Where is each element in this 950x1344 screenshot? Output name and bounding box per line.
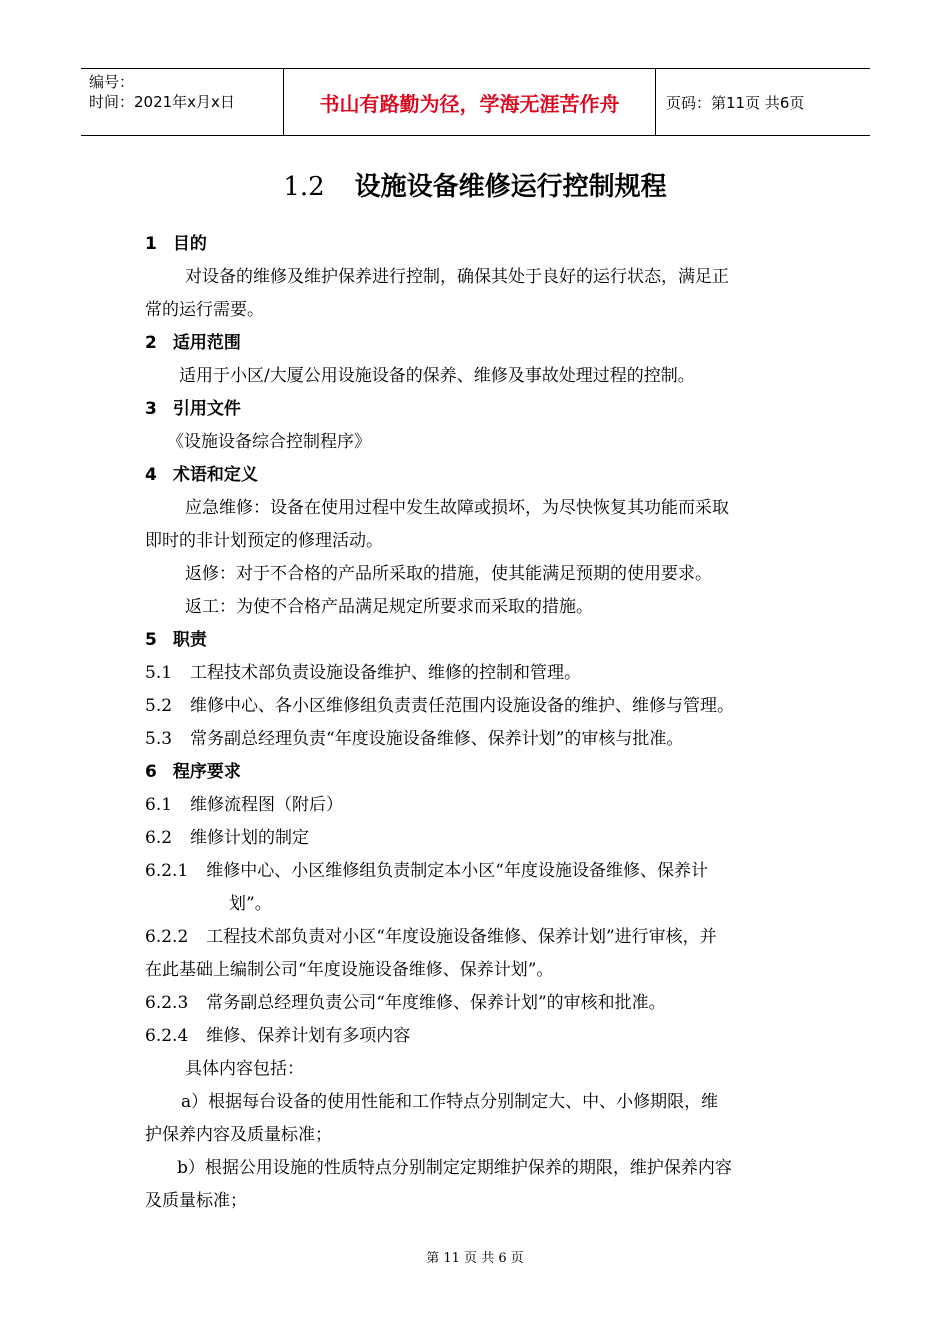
paragraph: 常的运行需要。 bbox=[145, 300, 264, 320]
list-item: 6.2 维修计划的制定 bbox=[145, 828, 310, 848]
serial-label: 编号： bbox=[89, 73, 135, 91]
header-motto: 书山有路勤为径，学海无涯苦作舟 bbox=[283, 69, 656, 135]
paragraph: 在此基础上编制公司“年度设施设备维修、保养计划”。 bbox=[145, 960, 554, 980]
list-item: 5.2 维修中心、各小区维修组负责责任范围内设施设备的维护、维修与管理。 bbox=[145, 696, 735, 716]
header-meta bbox=[81, 69, 283, 135]
list-item: 5.1 工程技术部负责设施设备维护、维修的控制和管理。 bbox=[145, 663, 582, 683]
page-footer: 第 11 页 共 6 页 bbox=[426, 1251, 524, 1266]
paragraph: 及质量标准； bbox=[145, 1191, 247, 1211]
title-number: 1.2 bbox=[283, 172, 325, 202]
paragraph: 划”。 bbox=[229, 894, 272, 914]
section-heading: 1 目的 bbox=[145, 234, 207, 254]
paragraph: 返修：对于不合格的产品所采取的措施，使其能满足预期的使用要求。 bbox=[185, 564, 712, 584]
list-item: 5.3 常务副总经理负责“年度设施设备维修、保养计划”的审核与批准。 bbox=[145, 729, 684, 749]
document-body bbox=[145, 228, 810, 1218]
paragraph: 具体内容包括： bbox=[185, 1059, 304, 1079]
list-item: 6.2.1 维修中心、小区维修组负责制定本小区“年度设施设备维修、保养计 bbox=[145, 861, 708, 881]
section-heading: 6 程序要求 bbox=[145, 762, 241, 782]
list-item: a）根据每台设备的使用性能和工作特点分别制定大、中、小修期限，维 bbox=[181, 1092, 719, 1112]
list-item: 6.2.4 维修、保养计划有多项内容 bbox=[145, 1026, 411, 1046]
list-item: b）根据公用设施的性质特点分别制定定期维护保养的期限，维护保养内容 bbox=[177, 1158, 732, 1178]
list-item: 6.2.2 工程技术部负责对小区“年度设施设备维修、保养计划”进行审核，并 bbox=[145, 927, 717, 947]
list-item: 6.1 维修流程图（附后） bbox=[145, 795, 344, 815]
paragraph: 即时的非计划预定的修理活动。 bbox=[145, 531, 383, 551]
section-heading: 3 引用文件 bbox=[145, 399, 241, 419]
paragraph: 应急维修：设备在使用过程中发生故障或损坏，为尽快恢复其功能而采取 bbox=[185, 498, 729, 518]
paragraph: 返工：为使不合格产品满足规定所要求而采取的措施。 bbox=[185, 597, 593, 617]
section-heading: 4 术语和定义 bbox=[145, 465, 258, 485]
section-heading: 5 职责 bbox=[145, 630, 207, 650]
paragraph: 适用于小区/大厦公用设施设备的保养、维修及事故处理过程的控制。 bbox=[179, 366, 695, 386]
header-page-info: 页码：第11页 共6页 bbox=[666, 93, 805, 112]
page-title bbox=[0, 166, 950, 203]
section-heading: 2 适用范围 bbox=[145, 333, 241, 353]
title-text: 设施设备维修运行控制规程 bbox=[354, 172, 667, 202]
time-label: 时间：2021年x月x日 bbox=[89, 93, 235, 111]
header-table bbox=[81, 68, 870, 136]
list-item: 6.2.3 常务副总经理负责公司“年度维修、保养计划”的审核和批准。 bbox=[145, 993, 666, 1013]
paragraph: 护保养内容及质量标准； bbox=[145, 1125, 332, 1145]
paragraph: 《设施设备综合控制程序》 bbox=[167, 432, 371, 452]
paragraph: 对设备的维修及维护保养进行控制，确保其处于良好的运行状态，满足正 bbox=[185, 267, 729, 287]
